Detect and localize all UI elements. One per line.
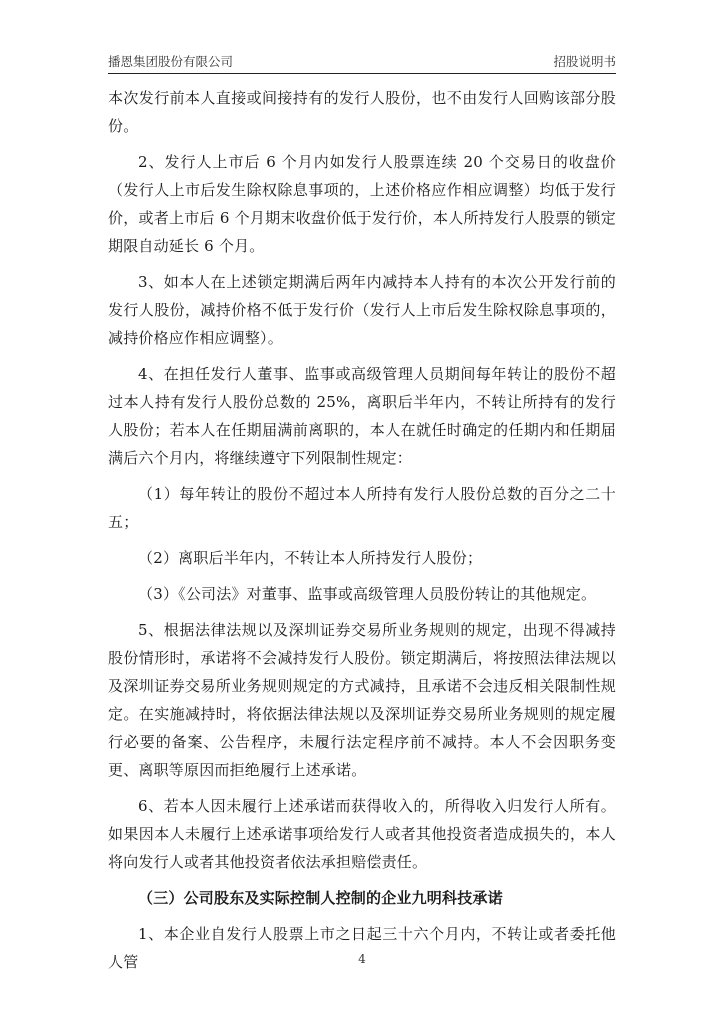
body-text: [108, 84, 616, 984]
paragraph-item-4: 4、在担任发行人董事、监事或高级管理人员期间每年转让的股份不超过本人持有发行人股份总数的 25%，离职后半年内，不转让所持有的发行人股份；若本人在任期届满前离职的，本人在就任时确定的任期内和任期届满后六个月内，将继续遵守下列限制性规定：: [108, 365, 616, 467]
page-number: 4: [358, 952, 366, 966]
header-rule: [108, 73, 616, 74]
paragraph-sub-1: （1）每年转让的股份不超过本人所持有发行人股份总数的百分之二十五；: [108, 485, 616, 531]
section-heading: （三）公司股东及实际控制人控制的企业九明科技承诺: [138, 889, 503, 907]
paragraph-continuation: 本次发行前本人直接或间接持有的发行人股份，也不由发行人回购该部分股份。: [108, 89, 616, 135]
paragraph-item-6: 6、若本人因未履行上述承诺而获得收入的，所得收入归发行人所有。如果因本人未履行上述承诺事项给发行人或者其他投资者造成损失的，本人将向发行人或者其他投资者依法承担赔偿责任。: [108, 797, 616, 871]
paragraph-item-1: 1、本企业自发行人股票上市之日起三十六个月内，不转让或者委托他人管: [108, 925, 616, 971]
page-header: [108, 50, 616, 70]
header-company: 播恩集团股份有限公司: [108, 54, 234, 69]
paragraph-sub-3: （3）《公司法》对董事、监事或高级管理人员股份转让的其他规定。: [138, 585, 597, 603]
paragraph-item-2: 2、发行人上市后 6 个月内如发行人股票连续 20 个交易日的收盘价（发行人上市后发生除权除息事项的，上述价格应作相应调整）均低于发行价，或者上市后 6 个月期末收盘价低于发行价，本人所持发行人股票的锁定期限自动延长 6 个月。: [108, 153, 616, 255]
paragraph-item-3: 3、如本人在上述锁定期满后两年内减持本人持有的本次公开发行前的发行人股份，减持价格不低于发行价（发行人上市后发生除权除息事项的，减持价格应作相应调整）。: [108, 273, 616, 347]
paragraph-item-5: 5、根据法律法规以及深圳证券交易所业务规则的规定，出现不得减持股份情形时，承诺将不会减持发行人股份。锁定期满后，将按照法律法规以及深圳证券交易所业务规则规定的方式减持，且承诺不会违反相关限制性规定。在实施减持时，将依据法律法规以及深圳证券交易所业务规则的规定履行必要的备案、公告程序，未履行法定程序前不减持。本人不会因职务变更、离职等原因而拒绝履行上述承诺。: [108, 621, 616, 779]
header-doc-type: 招股说明书: [553, 54, 616, 69]
paragraph-sub-2: （2）离职后半年内，不转让本人所持发行人股份；: [138, 549, 483, 567]
